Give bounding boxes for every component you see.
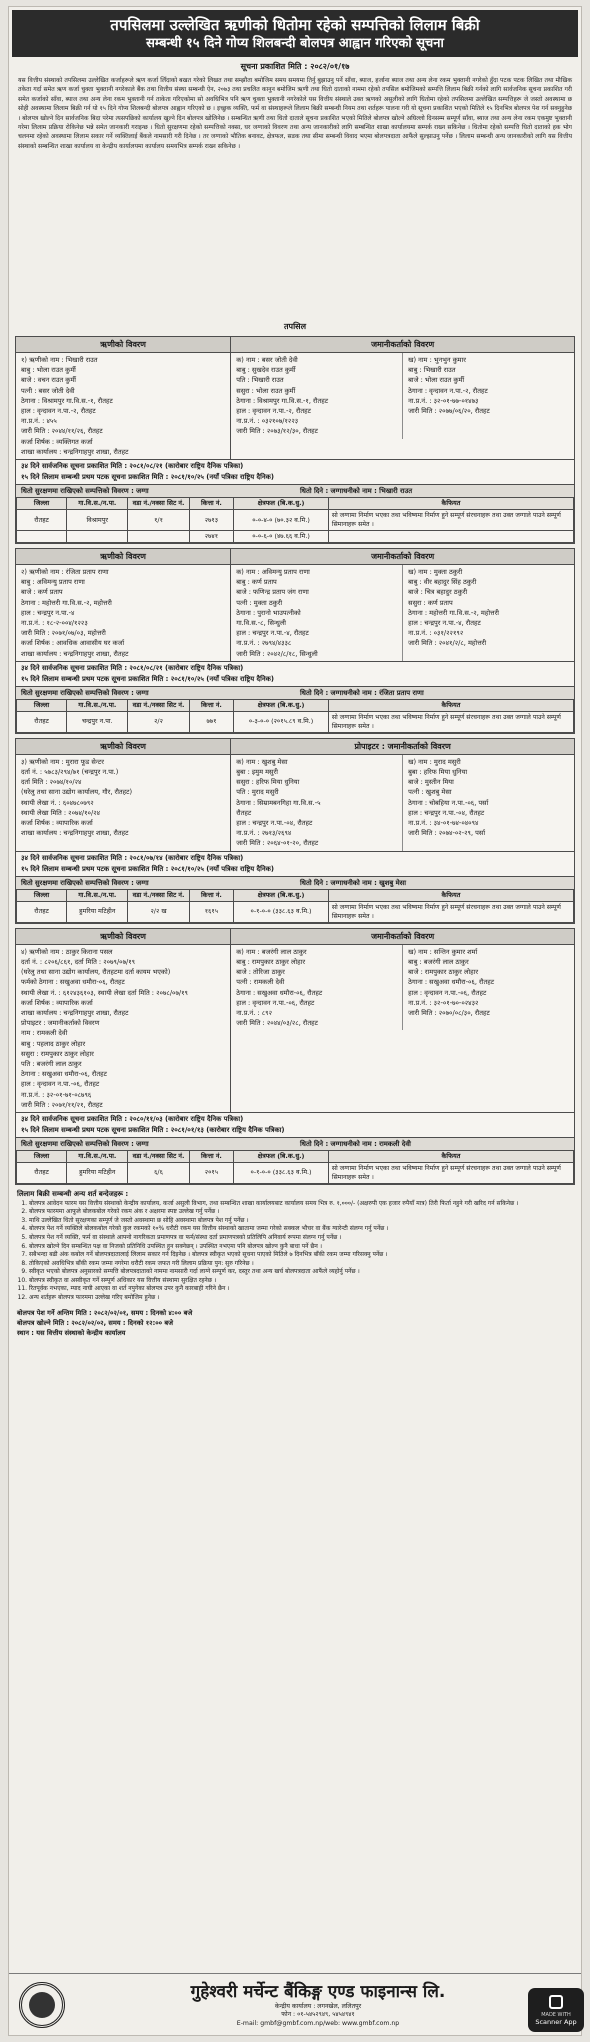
borrower-detail: प्रोपाइटर : जमानीकर्ताको विवरण <box>21 1019 100 1028</box>
table-cell: हुमरिया मटिहीन <box>67 901 128 922</box>
table-cell: ०-१-०-० (३३८.६३ व.मि.) <box>234 1162 329 1183</box>
table-cell: २/२ ख <box>128 901 189 922</box>
guarantor-detail: बाजे : रामपुकार ठाकुर लोहार <box>408 968 479 977</box>
land-table-header: कैफियत <box>328 699 573 711</box>
notice-paper <box>8 6 582 2036</box>
land-table-header: जिल्ला <box>17 1150 67 1162</box>
guarantor-detail: ठेगाना : सखुअवा धमौरा-०६, रौतहट <box>408 978 495 987</box>
land-table-header: कैफियत <box>328 498 573 510</box>
guarantor-detail: ना.प्र.नं. : ८९२ <box>236 1008 273 1017</box>
guarantor-detail: ना.प्र.नं. : ३२-०१-७०-०२४३२ <box>408 998 479 1007</box>
bank-logo-icon <box>19 1982 65 2028</box>
borrower-detail: शाखा कार्यालय : चन्द्रनिगाहपुर शाखा, रौतहट <box>21 649 129 658</box>
bid-opening-place: स्थान : यस वित्तीय संस्थाको केन्द्रीय कार्यालय <box>17 1328 126 1337</box>
table-cell: १/१ <box>128 510 189 531</box>
borrower-detail: बाजे : वचन राउत कुर्मी <box>21 376 76 385</box>
borrower-detail: कर्जा शिर्षक : व्यक्तिगत कर्जा <box>21 437 93 446</box>
property-heading <box>16 876 574 889</box>
guarantor-detail: हाल : चन्द्रपुर न.पा.-०४, रौतहट <box>236 819 313 828</box>
property-heading-cell: धितो सुरक्षणमा राखिएको सम्पत्तिको विवरण : जग्गा <box>21 688 149 697</box>
borrower-detail: ठेगाना : सखुअवा धमौरा-०६, रौतहट <box>21 1070 107 1079</box>
borrower-column <box>16 929 231 1112</box>
guarantor-detail: ठेगाना : विश्रामपुर गा.वि.स.-१, रौतहट <box>236 396 329 405</box>
publication-line: ३४ दिने सार्वजनिक सूचना प्रकाशित मिति : २०८०/११/०३ (कारोबार राष्ट्रिय दैनिक पत्रिका) <box>21 1114 244 1123</box>
table-cell: हुमरिया मटिहीन <box>67 1162 128 1183</box>
publication-line: ३४ दिने सार्वजनिक सूचना प्रकाशित मिति : २०८१/०७/१४ (कारोबार राष्ट्रिय दैनिक पत्रिका) <box>21 853 244 862</box>
conditions-list <box>17 1200 573 1303</box>
table-row <box>17 1162 574 1183</box>
borrower-column <box>16 337 231 459</box>
guarantor-detail: बाजे : तोरिजा ठाकुर <box>236 968 285 977</box>
borrower-detail: ना.प्र.नं. : १८-२-००४/१२२३ <box>21 619 88 628</box>
guarantor-detail: बुबा : इमुम मसुरी <box>236 768 278 777</box>
publication-line: १५ दिने लिलाम सम्बन्धी प्रथम पटक सूचना प्रकाशित मिति : २०८१/१०/२५ (नयाँ पत्रिका राष्ट्रिय दैनिक) <box>21 864 275 873</box>
land-table-header: जिल्ला <box>17 699 67 711</box>
table-cell: रौतहट <box>17 901 67 922</box>
guarantor-detail: बुबा : हरिफ मिया धुनिया <box>408 768 468 777</box>
notice-title-line1: तपसिलमा उल्लेखित ऋणीको धितोमा रहेको सम्पत्तिको लिलाम बिक्री <box>110 16 480 34</box>
borrower-heading: ऋणीको विवरण <box>16 929 230 945</box>
borrower-detail: फर्मको ठेगाना : सखुअवा धमौरा-०६, रौतहट <box>21 978 125 987</box>
land-table-header: वडा नं./नक्सा सिट नं. <box>128 699 189 711</box>
land-table-header: वडा नं./नक्सा सिट नं. <box>128 889 189 901</box>
condition-item: 11. रितपूर्वक नभएका, म्याद नाघी आएका वा शर्त नपुगेका बोलपत्र उपर कुनै कारबाही गरिने छैन । <box>29 1285 573 1294</box>
land-table-header: क्षेत्रफल (बि.क.धु.) <box>234 699 329 711</box>
guarantor-detail: जारी मिति : २०७३/१२/३०, रौतहट <box>236 427 318 436</box>
guarantor-card <box>403 353 574 439</box>
guarantor-detail: रौतहट <box>236 808 252 817</box>
guarantor-detail: पति : मुराद मसुरी <box>236 788 279 797</box>
table-cell: ०-०-४-० (७०.३२ व.मि.) <box>234 510 329 531</box>
notice-title-line2: सम्बन्धी १५ दिने गोप्य शिलबन्दी बोलपत्र आह्वान गरिएको सूचना <box>146 36 444 51</box>
bank-web: E-mail: gmbf@gmbf.com.np/web: www.gmbf.com.np <box>236 2019 400 2027</box>
guarantor-detail: ससुरा : हरिफ मिया धुनिया <box>236 778 300 787</box>
borrower-detail: बाबु : भोला राउत कुर्मी <box>21 366 76 375</box>
publication-date-value: २०८२/०१/१७ <box>310 62 350 71</box>
scanner-app-watermark <box>528 1988 584 2032</box>
land-table-header: कित्ता नं. <box>189 498 234 510</box>
land-table-header: कित्ता नं. <box>189 889 234 901</box>
guarantor-column <box>231 549 574 661</box>
property-heading <box>16 1137 574 1150</box>
table-cell: सो जग्गामा निर्माण भएका तथा भविष्यमा निर्माण हुने सम्पूर्ण संरचनाहरू तथा उक्त जग्गाले पाउने सम्पूर्ण सिमानाहरू समेत । <box>328 510 573 531</box>
guarantor-detail: हाल : वृन्दावन न.पा.-०६, रौतहट <box>236 998 315 1007</box>
publication-line: १५ दिने लिलाम सम्बन्धी प्रथम पटक सूचना प्रकाशित मिति : २०८१/१०/२५ (नयाँ पत्रिका राष्ट्रिय दैनिक) <box>21 473 275 482</box>
scanner-logo-icon <box>549 1995 563 2009</box>
table-cell: ७७१ <box>189 711 234 732</box>
publication-line: ३४ दिने सार्वजनिक सूचना प्रकाशित मिति : २०८१/०८/२१ (कारोबार राष्ट्रिय दैनिक पत्रिका) <box>21 663 244 672</box>
borrower-detail: स्थायी लेखा नं. : ६१२४३६१०३, स्थायी लेखा दर्ता मिति : २०७८/०७/१९ <box>21 988 188 997</box>
guarantor-detail: ना.प्र.नं. : ३४-०१-७४-०४०९४ <box>408 819 479 828</box>
guarantor-detail: बाबु : रामपुकार ठाकुर लोहार <box>236 957 306 966</box>
guarantor-detail: पत्नी : मुक्ता ठकुरी <box>236 598 283 607</box>
borrower-detail: शाखा कार्यालय : चन्द्रनिगाहपुर शाखा, रौतहट <box>21 1008 129 1017</box>
table-cell <box>328 531 573 543</box>
guarantor-detail: जारी मिति : २०४१/२/८, महोत्तरी <box>408 639 487 648</box>
guarantor-detail: जारी मिति : २०४४/०३/२८, रौतहट <box>236 1019 318 1028</box>
guarantor-detail: ना.प्र.नं. : ०३१/२२१९२ <box>408 629 464 638</box>
borrower-detail: (घरेलु तथा साना उद्योग कार्यालय, गौर, रौतहट) <box>21 788 133 797</box>
borrower-detail: शाखा कार्यालय : चन्द्रनिगाहपुर शाखा, रौतहट <box>21 447 129 456</box>
borrower-detail: कर्जा शिर्षक : व्यापारिक कर्जा <box>21 819 93 828</box>
guarantor-detail: बाजे : चित्र बहादुर ठकुरी <box>408 588 468 597</box>
guarantor-detail: बाबु : वीर बहादुर सिंह ठकुरी <box>408 578 477 587</box>
guarantor-detail: ना.प्र.नं. : २७१३/२६९४ <box>236 829 292 838</box>
table-cell: विश्रामपुर <box>67 510 128 531</box>
publication-date-label: सूचना प्रकाशित मिति : <box>240 62 308 71</box>
borrower-detail: बाबु : पहलाद ठाकुर लोहार <box>21 1039 86 1048</box>
borrower-detail: स्थायी लेखा नं. : ६०४७८०७९२ <box>21 798 94 807</box>
borrower-detail: नाम : रामकली देवी <box>21 1029 68 1038</box>
condition-item: 4. बोलपत्र पेश गर्ने व्यक्तिले बोलकबोल गरेको कुल रकमको १०% धरौटी रकम यस वित्तीय संस्थाको खातामा जम्मा गरेको सक्कल भौचर वा बैंक ग्यारेन्टी संलग्न गर्नु पर्नेछ । <box>29 1225 573 1234</box>
scanner-label: Scanner App <box>535 2017 577 2026</box>
land-table <box>16 699 574 733</box>
borrower-detail: जारी मिति : २०७१/०७/०३, महोत्तरी <box>21 629 106 638</box>
guarantor-column <box>231 929 574 1112</box>
table-cell: २०१५ <box>189 1162 234 1183</box>
table-cell: १६१५ <box>189 901 234 922</box>
land-table-header: वडा नं./नक्सा सिट नं. <box>128 498 189 510</box>
guarantor-detail: जारी मिति : २०७०/०८/३०, रौतहट <box>408 1008 490 1017</box>
borrower-detail: ना.प्र.नं. : ३२-०१-७१-०८७९६ <box>21 1090 92 1099</box>
guarantor-card <box>231 565 403 661</box>
guarantor-detail: हाल : चन्द्रपुर न.पा.-०४, रौतहट <box>408 808 485 817</box>
guarantor-detail: जारी मिति : २०४२/८/१८, सिन्धुली <box>236 649 318 658</box>
borrower-detail: जारी मिति : २०४४/११/२६, रौतहट <box>21 427 103 436</box>
guarantor-detail: क) नाम : खुशबु मेसा <box>236 757 288 766</box>
guarantor-detail: बाबु : भिखारी राउत <box>408 366 456 375</box>
guarantor-column <box>231 739 574 851</box>
table-cell: सो जग्गामा निर्माण भएका तथा भविष्यमा निर्माण हुने सम्पूर्ण संरचनाहरू तथा उक्त जग्गाले पाउने सम्पूर्ण सिमानाहरू समेत । <box>328 1162 573 1183</box>
borrower-heading: ऋणीको विवरण <box>16 337 230 353</box>
borrower-detail: ना.प्र.नं. : ४५५ <box>21 417 57 426</box>
guarantor-detail: क) नाम : अविमन्यु प्रताप राणा <box>236 568 310 577</box>
borrower-detail: स्थायी लेखा मिति : २०७४/१०/२४ <box>21 808 101 817</box>
table-cell: २७१३ <box>189 510 234 531</box>
guarantor-detail: ख) नाम : मुक्ता ठकुरी <box>408 568 463 577</box>
guarantor-column <box>231 337 574 459</box>
condition-item: 9. स्वीकृत भएको बोलपत्र अनुसारको सम्पत्ति बोलपत्रदाताको नाममा नामसारी गर्दा लाग्ने सम्पूर्ण कर, दस्तुर तथा अन्य खर्च बोलपत्रदाता आफैंले व्यहोर्नु पर्नेछ । <box>29 1268 573 1277</box>
guarantor-detail: जारी मिति : २०७४-०२-२९, पर्सा <box>408 829 486 838</box>
borrower-detail: हाल : वृन्दावन न.पा.-२, रौतहट <box>21 407 96 416</box>
guarantor-detail: ससुरा : कर्ण प्रताप <box>408 598 453 607</box>
bid-dates <box>17 1308 573 1338</box>
land-table-header: वडा नं./नक्सा सिट नं. <box>128 1150 189 1162</box>
notice-header <box>12 10 578 57</box>
borrower-blocks <box>9 336 581 1185</box>
guarantor-detail: बाबु : कर्ण प्रताप <box>236 578 277 587</box>
guarantor-card <box>231 353 403 439</box>
borrower-detail: (घरेलु तथा साना उद्योग कार्यालय, रौतहटमा दर्ता कायम भएको) <box>21 968 171 977</box>
table-row <box>17 901 574 922</box>
guarantor-card <box>403 945 574 1031</box>
table-row <box>17 510 574 531</box>
table-cell <box>17 531 67 543</box>
borrower-detail: जारी मिति : २०७१/११/२१, रौतहट <box>21 1100 103 1109</box>
borrower-detail: बाबु : अविमन्यु प्रताप राणा <box>21 578 85 587</box>
borrower-detail: कर्जा शिर्षक : आवधिक आवासीय घर कर्जा <box>21 639 125 648</box>
auction-conditions <box>17 1190 573 1303</box>
table-cell: सो जग्गामा निर्माण भएका तथा भविष्यमा निर्माण हुने सम्पूर्ण संरचनाहरू तथा उक्त जग्गाले पाउने सम्पूर्ण सिमानाहरू समेत । <box>328 901 573 922</box>
table-row <box>17 711 574 732</box>
borrower-detail: ३) ऋणीको नाम : मुरारा फूड सेन्टर <box>21 757 104 766</box>
table-cell: रौतहट <box>17 1162 67 1183</box>
table-cell: २/२ <box>128 711 189 732</box>
guarantor-heading: जमानीकर्ताको विवरण <box>231 337 574 353</box>
condition-item: 1. बोलपत्र आवेदन फारम यस वित्तीय संस्थाको केन्द्रीय कार्यालय, कर्जा असुली विभाग, तथा सम्बन्धित शाखा कार्यालयबाट कार्यालय समय भित्र रु. १,०००/- (अक्षरुपी एक हजार रुपैयाँ मात्र) तिरी फिर्ता नहुने गरी खरिद गर्न सकिनेछ । <box>29 1200 573 1209</box>
guarantor-detail: ख) नाम : भुनभुन कुमार <box>408 356 467 364</box>
guarantor-detail: ठेगाना : सखुअवा धमौरा-०६, रौतहट <box>236 988 323 997</box>
property-heading-cell: धितो दिने : जग्गाधनीको नाम : खुशबु मेसा <box>300 878 407 887</box>
condition-item: 2. बोलपत्र फारममा आफूले बोलकबोल गरेको रकम अंक र अक्षरमा स्पष्ट उल्लेख गर्नु पर्नेछ । <box>29 1208 573 1217</box>
guarantor-card <box>403 565 574 661</box>
table-cell: रौतहट <box>17 510 67 531</box>
property-heading-cell: धितो सुरक्षणमा राखिएको सम्पत्तिको विवरण : जग्गा <box>21 878 149 887</box>
borrower-detail: ४) ऋणीको नाम : ठाकुर किराना पसल <box>21 947 113 956</box>
borrower-detail: कर्जा शिर्षक : व्यापारिक कर्जा <box>21 998 93 1007</box>
table-cell: ०-०-६-० (४७.६६ व.मि.) <box>234 531 329 543</box>
land-table-header: गा.वि.स./न.पा. <box>67 498 128 510</box>
borrower-detail: दर्ता नं. : ८२०६/८६१, दर्ता मिति : २०७९/०७/१९ <box>21 957 136 966</box>
property-heading-cell: धितो दिने : जग्गाधनीको नाम : भिखारी राउत <box>300 487 413 496</box>
land-table-header: गा.वि.स./न.पा. <box>67 699 128 711</box>
notice-publication-lines <box>16 459 574 484</box>
table-cell: रौतहट <box>17 711 67 732</box>
property-heading-cell: धितो दिने : जग्गाधनीको नाम : रंजिता प्रताप राणा <box>300 688 424 697</box>
guarantor-card <box>231 755 403 851</box>
borrower-block <box>15 548 575 734</box>
table-cell: चन्द्रपुर न.पा. <box>67 711 128 732</box>
borrower-detail: ससुरा : रामपुकार ठाकुर लोहार <box>21 1049 94 1058</box>
guarantor-card <box>231 945 403 1031</box>
table-cell <box>67 531 128 543</box>
borrower-detail: ठेगाना : महोत्तरी गा.वि.स.-२, महोत्तरी <box>21 598 112 607</box>
guarantor-detail: ना.प्र.नं. : ०३२१०७/१२२३ <box>236 417 299 426</box>
land-table-header: क्षेत्रफल (बि.क.धु.) <box>234 889 329 901</box>
guarantor-detail: पति : भिखारी राउत <box>236 376 284 385</box>
guarantor-detail: जारी मिति : २०६४-०१-२०, रौतहट <box>236 839 319 848</box>
guarantor-detail: हाल : वृन्दावन न.पा.-०६, रौतहट <box>408 988 487 997</box>
publication-line: १५ दिने लिलाम सम्बन्धी प्रथम पटक सूचना प्रकाशित मिति : २०८१/०१/१३ (कारोबार राष्ट्रिय दैनिक पत्रिका) <box>21 1125 285 1134</box>
borrower-detail: दर्ता मिति : २०७४/१०/२४ <box>21 778 82 787</box>
borrower-block <box>15 738 575 924</box>
borrower-detail: पत्नी : बसर जोती देवी <box>21 386 75 395</box>
property-heading-cell: धितो सुरक्षणमा राखिएको सम्पत्तिको विवरण : जग्गा <box>21 487 149 496</box>
intro-paragraph: यस वित्तीय संस्थाको तपसिलमा उल्लेखित कर्जाहरूले ऋण कर्जा लिँदाको बखत गरेको लिखत तथा सम्झौता बमोजिम समय समयमा तिर्नु बुझाउनु पर्ने साँवा, ब्याज, हर्जाना ब्याज तथा अन्य लेना रकम भुक्तानी नगरेको हुँदा पटक पटक लिखित तथा मौखिक तकेता गर्दा समेत ऋण कर्जा चुक्ता भुक्तानी नगरेकाले बैंक तथा वित्तीय संस्था सम्बन्धी ऐन, २०७३ तथा प्रचलित कानुन बमोजिम ऋणी तथा धितो दाताको नाममा रहेको तपसिल बमोजिमको सम्पत्ति लिलाम बिक्री गर्नको लागि सार्वजनिक सूचना प्रकाशित गरी समेत कर्जाको साँवा, ब्याज तथा अन्य लेना रकम भुक्तानी गर्न ताकेता गरिएकोमा सो अवधिभित्र पनि ऋण चुक्ता भुक्तानी नगरेकोले यस वित्तीय संस्थाले उक्त ऋणको असुलीको लागि धितोमा रहेको तपसिलमा उल्लेखित सम्पत्तिहरू जे जस्तो अवस्थामा छ सोही अवस्थामा लिलाम बिक्री गर्न यो १५ दिने गोप्य शिलबन्दी बोलपत्र आह्वान गरिएको छ । इच्छुक व्यक्ति, फर्म वा संस्थाहरूले लिलाम बिक्री सम्बन्धी नियम तथा शर्तहरू पालना गरी यो सूचना प्रकाशित भएको मितिले १५ दिनभित्र बोलपत्र पेश गर्न सक्नुहुनेछ । बोलपत्र खोल्ने दिन सार्वजनिक बिदा परेमा त्यसपछिको कार्यालय खुल्ने दिन बोलपत्र खोलिनेछ । सम्बन्धित ऋणी तथा धितो दाताले सूचना प्रकाशित भएको मितिले बोलपत्र खोल्ने अघिल्लो दिनसम्म सम्पूर्ण साँवा, ब्याज तथा अन्य लेना रकम एकमुष्ट भुक्तानी गरेमा लिलाम प्रक्रिया रोकिनेछ भन्ने समेत जानकारी गराइन्छ । धितो सुरक्षणमा रहेको सम्पत्तिको नक्सा, घर जग्गाको विवरण तथा अन्य जानकारीको लागि सम्बन्धित शाखा कार्यालयमा सम्पर्क राख्न सकिनेछ । धितोमा रहेको सम्पत्ति धितो दाताको हक भोग चलनमा रहेको अवस्थामा लिलाम सकार गर्ने व्यक्तिलाई बैंकले नामसारी गरी दिनेछ । तर जग्गाको भौतिक बनावट, क्षेत्रफल, सडक तथा सीमा सम्बन्धी विवाद भएमा बोलपत्रदाता आफैंले सुल्झाउनु पर्नेछ । लिलाम सम्बन्धी अन्य जानकारीको लागि यस वित्तीय संस्थाको सम्बन्धित शाखा कार्यालय वा केन्द्रीय कार्यालयमा कार्यालय समयभित्र सम्पर्क राख्न सकिनेछ । <box>18 77 572 150</box>
borrower-heading: ऋणीको विवरण <box>16 739 230 755</box>
table-cell: सो जग्गामा निर्माण भएका तथा भविष्यमा निर्माण हुने सम्पूर्ण संरचनाहरू तथा उक्त जग्गाले पाउने सम्पूर्ण सिमानाहरू समेत । <box>328 711 573 732</box>
condition-item: 5. बोलपत्र पेश गर्ने व्यक्ति, फर्म वा संस्थाले आफ्नो नागरिकता प्रमाणपत्र वा फर्म/संस्था दर्ता प्रमाणपत्रको प्रतिलिपि अनिवार्य रूपमा संलग्न गर्नु पर्नेछ । <box>29 1234 573 1243</box>
borrower-detail: शाखा कार्यालय : चन्द्रनिगाहपुर शाखा, रौतहट <box>21 829 129 838</box>
land-table-header: क्षेत्रफल (बि.क.धु.) <box>234 1150 329 1162</box>
guarantor-detail: ससुरा : भोला राउत कुर्मी <box>236 386 296 395</box>
guarantor-detail: ठेगाना : चोबहिया न.पा.-०६, पर्सा <box>408 798 489 807</box>
guarantor-detail: हाल : वृन्दावन न.पा.-२, रौतहट <box>236 407 311 416</box>
condition-item: 3. माथि उल्लेखित धितो सुरक्षणका सम्पूर्ण जे जस्तो अवस्थामा छ सोहि अवस्थामा बोलपत्र पेश गर्नु पर्नेछ । <box>29 1217 573 1226</box>
borrower-detail: पति : बजरंगी लाल ठाकुर <box>21 1059 82 1068</box>
notice-publication-lines <box>16 851 574 876</box>
bank-info <box>65 1981 571 2029</box>
condition-item: 8. तोकिएको अवधिभित्र बाँकी रकम जम्मा नगरेमा धरौटी रकम जफत गरी लिलाम प्रक्रिया पुन: सुरु गरिनेछ । <box>29 1260 573 1269</box>
table-cell: ६/६ <box>128 1162 189 1183</box>
guarantor-detail: ठेगाना : पुरानो भाउपत्नीको <box>236 608 301 617</box>
land-table-header: कित्ता नं. <box>189 1150 234 1162</box>
guarantor-detail: ना.प्र.नं. : ३२-०१-७७-०१४७३ <box>408 396 479 405</box>
table-cell: ०-३-०-० (२०१५.८९ व.मि.) <box>234 711 329 732</box>
condition-item: 7. सबैभन्दा बढी अंक कबोल गर्ने बोलपत्रदातालाई लिलाम सकार गर्न दिइनेछ । बोलपत्र स्वीकृत भएको सूचना पाएको मितिले ७ दिनभित्र बाँकी रकम जम्मा गरिसक्नु पर्नेछ । <box>29 1251 573 1260</box>
guarantor-detail: ठेगाना : वृन्दावन न.पा.-२, रौतहट <box>408 386 488 395</box>
publication-line: १५ दिने लिलाम सम्बन्धी प्रथम पटक सूचना प्रकाशित मिति : २०८१/१०/२५ (नयाँ पत्रिका राष्ट्रिय दैनिक) <box>21 674 275 683</box>
guarantor-detail: हाल : चन्द्रपुर न.पा.-४, रौतहट <box>236 629 309 638</box>
guarantor-detail: जारी मिति : २०७७/०६/२०, रौतहट <box>408 407 490 416</box>
guarantor-heading: जमानीकर्ताको विवरण <box>231 549 574 565</box>
property-heading-cell: धितो दिने : जग्गाधनीको नाम : रामकली देवी <box>300 1139 411 1148</box>
condition-item: 12. अन्य शर्तहरू बोलपत्र फारममा उल्लेख गरिए बमोजिम हुनेछ । <box>29 1294 573 1303</box>
borrower-block <box>15 336 575 544</box>
guarantor-detail: ख) नाम : मुराद मसुरी <box>408 757 461 766</box>
borrower-detail: २) ऋणीको नाम : रंजिता प्रताप राणा <box>21 568 109 577</box>
guarantor-card <box>403 755 574 851</box>
scanner-small-label: MADE WITH <box>541 2011 571 2018</box>
publication-date <box>9 61 581 72</box>
guarantor-detail: ख) नाम : सन्तिन कुमार शर्मा <box>408 947 478 956</box>
borrower-detail: हाल : चन्द्रपुर न.पा.-४ <box>21 608 75 617</box>
guarantor-detail: गा.वि.स.-८, सिन्धुली <box>236 619 286 628</box>
bank-contact: फोन : ०१-५४५२९४९, ५४५४९४१ <box>281 2011 355 2019</box>
footer <box>9 1973 581 2035</box>
guarantor-detail: हाल : चन्द्रपुर न.पा.-४, रौतहट <box>408 619 481 628</box>
guarantor-detail: क) नाम : बसर जोती देवी <box>236 356 298 364</box>
condition-item: 6. बोलपत्र खोल्ने दिन सम्बन्धित पक्ष वा निजको प्रतिनिधि उपस्थित हुन सक्नेछन् । उपस्थित नभएमा पनि बोलपत्र खोल्न कुनै बाधा पर्ने छैन । <box>29 1243 573 1252</box>
bank-name: गुहेश्वरी मर्चेन्ट बैंकिङ्ग एण्ड फाइनान्स लि. <box>190 1981 446 2002</box>
table-cell: ०-१-०-० (३३८.६३ व.मि.) <box>234 901 329 922</box>
borrower-column <box>16 739 231 851</box>
notice-publication-lines <box>16 1112 574 1137</box>
land-table <box>16 497 574 543</box>
land-table-header: कैफियत <box>328 1150 573 1162</box>
property-heading <box>16 686 574 699</box>
property-heading <box>16 484 574 497</box>
borrower-detail: हाल : वृन्दावन न.पा.-०६, रौतहट <box>21 1080 100 1089</box>
guarantor-detail: क) नाम : बजरंगी लाल ठाकुर <box>236 947 307 956</box>
land-table-header: गा.वि.स./न.पा. <box>67 1150 128 1162</box>
borrower-column <box>16 549 231 661</box>
bank-address: केन्द्रीय कार्यालय : लगनखेल, ललितपुर <box>274 2002 362 2010</box>
guarantor-detail: बाबु : सुखदेव राउत कुर्मी <box>236 366 296 375</box>
table-row <box>17 531 574 543</box>
guarantor-detail: बाजे : भोला राउत कुर्मी <box>408 376 465 385</box>
land-table <box>16 1150 574 1184</box>
land-table <box>16 889 574 923</box>
table-cell <box>128 531 189 543</box>
guarantor-heading: जमानीकर्ताको विवरण <box>231 929 574 945</box>
table-cell: २७४१ <box>189 531 234 543</box>
guarantor-detail: पत्नी : रामकली देवी <box>236 978 285 987</box>
guarantor-detail: बाजे : मुस्तीन मिया <box>408 778 454 787</box>
bid-submission-date: बोलपत्र पेश गर्ने अन्तिम मिति : २०८२/०२/०१, समय : दिनको ४:०० बजे <box>17 1308 193 1317</box>
land-table-header: गा.वि.स./न.पा. <box>67 889 128 901</box>
land-table-header: क्षेत्रफल (बि.क.धु.) <box>234 498 329 510</box>
land-table-header: कित्ता नं. <box>189 699 234 711</box>
guarantor-detail: बाजे : फणिन्द्र प्रताप जंग राणा <box>236 588 309 597</box>
notice-publication-lines <box>16 661 574 686</box>
guarantor-detail: ना.प्र.नं. : २७९४/४३३८ <box>236 639 292 648</box>
borrower-detail: ठेगाना : विश्रामपुर गा.वि.स.-१, रौतहट <box>21 396 113 405</box>
guarantor-detail: बाबु : बजरंगी लाल ठाकुर <box>408 957 469 966</box>
bid-opening-date: बोलपत्र खोल्ने मिति : २०८२/०२/०२, समय : दिनको १२:०० बजे <box>17 1318 174 1327</box>
guarantor-heading: प्रोपाइटर : जमानीकर्ताको विवरण <box>231 739 574 755</box>
land-table-header: जिल्ला <box>17 498 67 510</box>
borrower-detail: दर्ता नं. : ५७८३/२९४/७१ (चन्द्रपुर न.पा.) <box>21 768 119 777</box>
borrower-heading: ऋणीको विवरण <box>16 549 230 565</box>
borrower-block <box>15 928 575 1185</box>
borrower-detail: बाजे : कर्ण प्रताप <box>21 588 63 597</box>
guarantor-detail: ठेगाना : सिम्रामबनगिहा गा.वि.स.-५ <box>236 798 321 807</box>
tapsil-heading: तपसिल <box>283 322 306 331</box>
land-table-header: जिल्ला <box>17 889 67 901</box>
conditions-heading: लिलाम बिक्री सम्बन्धी अन्य शर्त बन्देजहरू : <box>17 1189 129 1198</box>
borrower-detail: १) ऋणीको नाम : भिखारी राउत <box>21 356 98 364</box>
guarantor-detail: ठेगाना : महोत्तरी गा.वि.स.-२, महोत्तरी <box>408 608 500 617</box>
property-heading-cell: धितो सुरक्षणमा राखिएको सम्पत्तिको विवरण : जग्गा <box>21 1139 149 1148</box>
guarantor-detail: पत्नी : खुशबु मेसा <box>408 788 452 797</box>
condition-item: 10. बोलपत्र स्वीकृत वा अस्वीकृत गर्ने सम्पूर्ण अधिकार यस वित्तीय संस्थामा सुरक्षित रहनेछ । <box>29 1277 573 1286</box>
publication-line: ३४ दिने सार्वजनिक सूचना प्रकाशित मिति : २०८१/०८/२१ (कारोबार राष्ट्रिय दैनिक पत्रिका) <box>21 462 244 471</box>
land-table-header: कैफियत <box>328 889 573 901</box>
